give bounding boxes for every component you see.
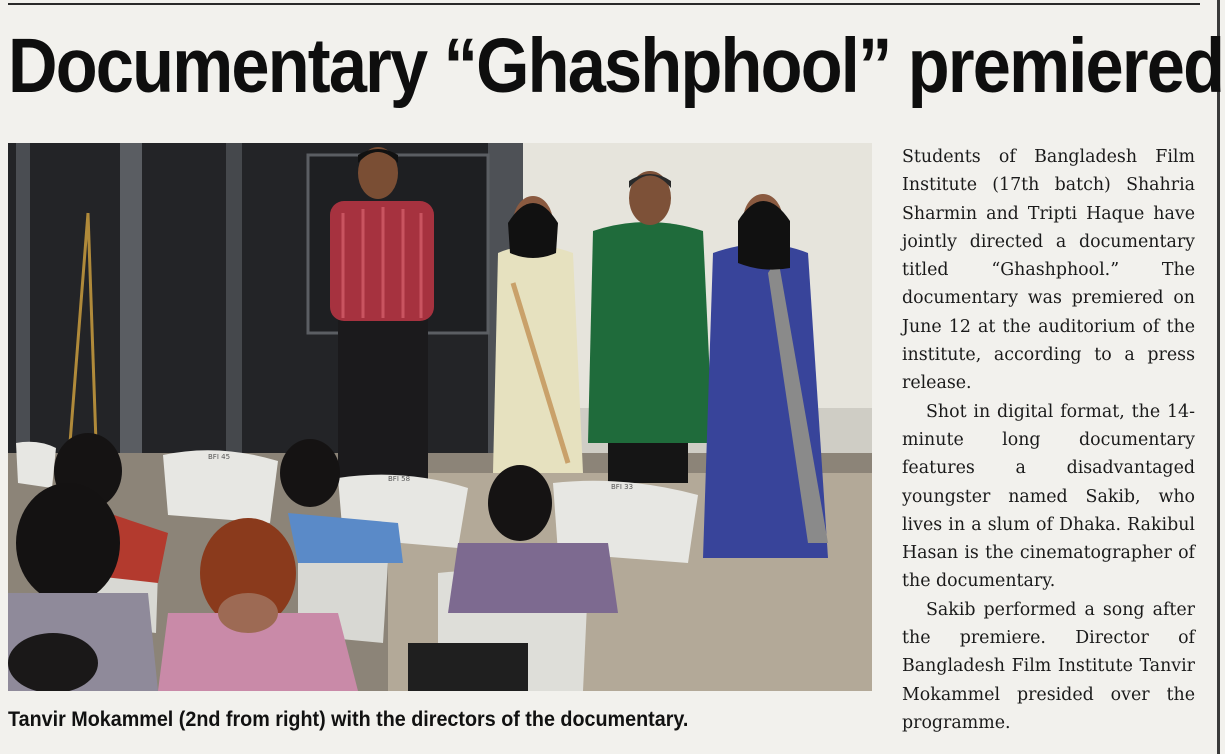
chair-label: BFI 45: [208, 453, 231, 461]
photo-illustration: [8, 143, 872, 691]
photo-caption: Tanvir Mokammel (2nd from right) with the directors of the documentary.: [8, 708, 689, 731]
chair-label: BFI 58: [388, 475, 411, 483]
article-paragraph: Shot in digital format, the 14-minute long documentary features a disadvantaged youngster named Sakib, who lives in a slum of Dhaka. Rakibul Hasan is the cinematographer of the documentary.: [902, 401, 1195, 592]
headline: Documentary “Ghashphool” premiered: [8, 23, 1224, 109]
article-paragraph: Sakib performed a song after the premiere. Director of Bangladesh Film Institute Tanvir Mokammel presided over the programme.: [902, 599, 1195, 733]
top-rule: [8, 3, 1200, 5]
news-photo: [8, 143, 872, 691]
article-paragraph: Students of Bangladesh Film Institute (17th batch) Shahria Sharmin and Tripti Haque have jointly directed a documentary titled “Ghashphool.” The documentary was premiered on June 12 at the auditorium of the institute, according to a press release.: [902, 147, 1195, 394]
article-body: [902, 143, 1195, 737]
chair-label: BFI 33: [611, 483, 634, 491]
